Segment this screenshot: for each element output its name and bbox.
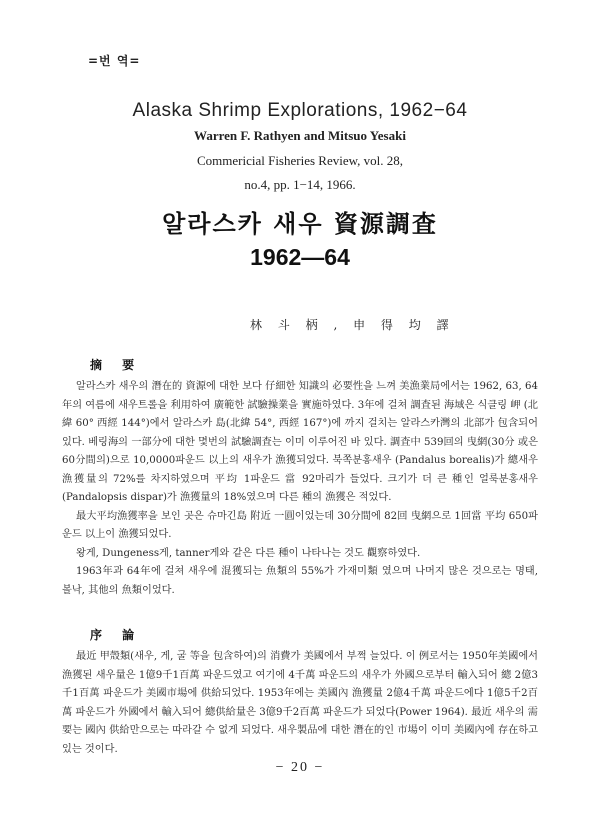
abstract-heading: 摘 要 bbox=[90, 358, 143, 372]
korean-title-years: 1962—64 bbox=[250, 244, 350, 270]
korean-title: 알라스카 새우 資源調査 bbox=[162, 210, 438, 238]
abstract-paragraph: 1963年과 64年에 걸쳐 새우에 混獲되는 魚類의 55%가 가재미類 였으며 나머지 많은 것으로는 명태, 볼낙, 其他의 魚類이었다. bbox=[62, 566, 538, 596]
journal-citation: Commericial Fisheries Review, vol. 28, bbox=[196, 153, 404, 168]
abstract-paragraph: 왕게, Dungeness게, tanner게와 같은 다른 種이 나타나는 것도 觀察하였다. bbox=[76, 547, 421, 559]
introduction-paragraph: 最近 甲殼類(새우, 게, 굴 等을 包含하여)의 消費가 美國에서 부쩍 늘었다. 이 例로서는 1950年美國에서 漁獲된 새우量은 1億9千1百萬 파운드였고 여기에 4千萬 파운드의 새우가 外國으로부터 輸入되어 總 2億3千1百萬 파운드가 美國市場에 供給되었다. 1953年에는 美國內 漁獲量 2億4千萬 파운드에다 1億5千2百萬 파운드가 外國에서 輸入되어 總供給量은 3億9千2百萬 파운드가 되었다(Power 1964). 最近 새우의 需要는 國內 供給만으로는 따라갈 수 없게 되었다. 새우製品에 대한 潛在的인 市場이 이미 美國內에 存在하고 있는 것이다. bbox=[62, 651, 538, 755]
english-title: Alaska Shrimp Explorations, 1962−64 bbox=[132, 100, 468, 121]
abstract-paragraph: 알라스카 새우의 潛在的 資源에 대한 보다 仔細한 知識의 必要性을 느껴 美漁業局에서는 1962, 63, 64年의 여름에 새우트롤을 利用하여 廣範한 試驗操業을 實施하였다. 3年에 걸쳐 調査된 海域은 식클링 岬 (北緯 60° 西經 144°)에서 알라스카 島(北緯 54°, 西經 167°)에 까지 걸치는 알라스카灣의 北部가 包含되어 있다. 베링海의 一部分에 대한 몇번의 試驗調査는 이미 이루어진 바 있다. 調査中 539回의 曳網(30分 或은 60分間의)으로 10,0000파운드 以上의 새우가 漁獲되었다. 북쪽분홍새우 (Pandalus borealis)가 總새우 漁獲量의 72%를 차지하였으며 平均 1파운드 當 92마리가 들었다. 크기가 더 큰 種인 얼룩분홍새우 (Pandalopsis dispar)가 漁獲量의 18%였으며 다른 種의 漁獲은 적었다. bbox=[62, 381, 538, 503]
introduction-body bbox=[62, 648, 538, 759]
introduction-heading: 序 論 bbox=[90, 628, 143, 642]
english-authors: Warren F. Rathyen and Mitsuo Yesaki bbox=[194, 128, 406, 143]
abstract-body bbox=[62, 378, 538, 600]
abstract-paragraph: 最大平均漁獲率을 보인 곳은 슈마긴島 附近 一圓이었는데 30分間에 82回 曳網으로 1回當 平均 650파운드 以上이 漁獲되었다. bbox=[62, 510, 538, 540]
page-number: − 20 − bbox=[275, 760, 325, 775]
section-label: =번 역= bbox=[88, 54, 141, 68]
issue-citation: no.4, pp. 1−14, 1966. bbox=[244, 177, 356, 192]
translator-names: 林 斗 柄 , 申 得 均 譯 bbox=[250, 318, 455, 332]
